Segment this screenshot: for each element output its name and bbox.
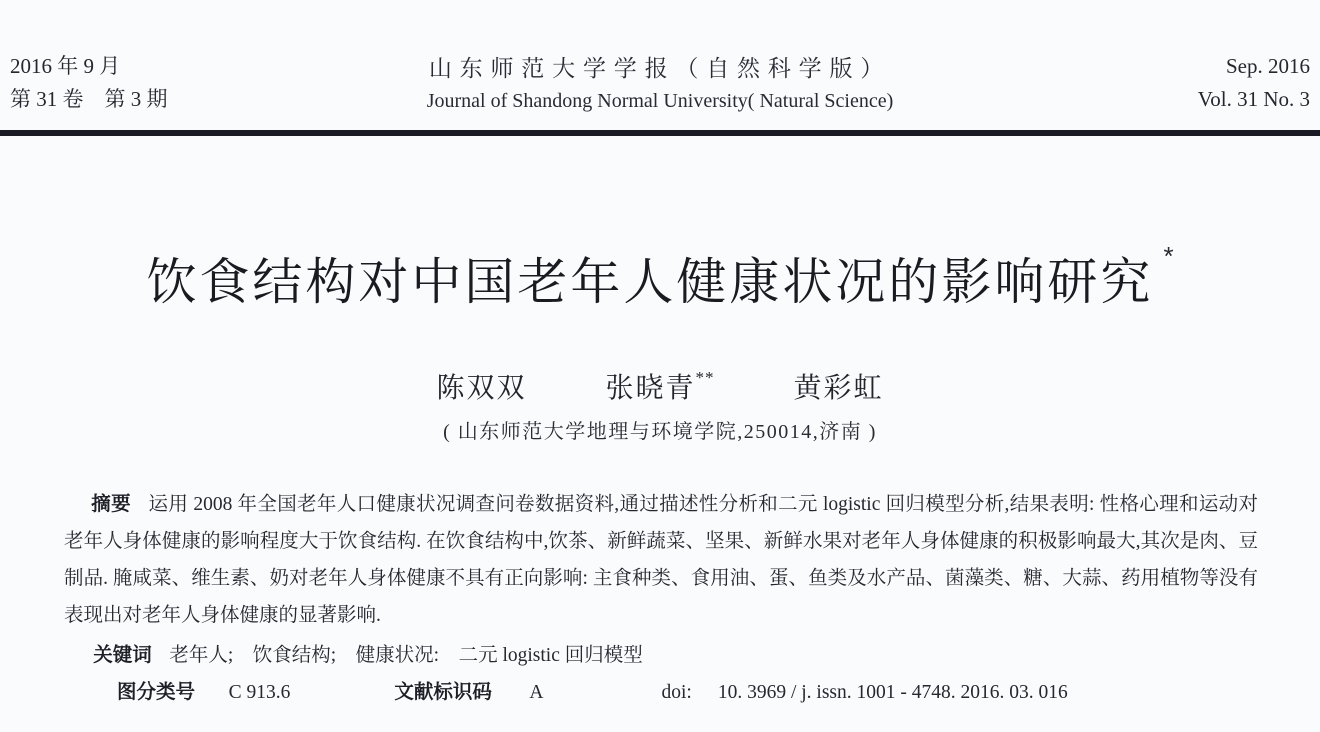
author-1-name: 陈双双 <box>436 373 527 404</box>
keywords-line <box>64 639 1258 667</box>
issue-date-en: Sep. 2016 <box>1226 54 1310 78</box>
volume-issue-cn: 第 31 卷 第 3 期 <box>10 87 168 111</box>
journal-name-en: Journal of Shandong Normal University( Natural Science) <box>426 90 894 112</box>
abstract-label: 摘要 <box>91 493 131 515</box>
affiliation: ( 山东师范大学地理与环境学院,250014,济南 ) <box>443 421 877 443</box>
doc-code-label: 文献标识码 <box>394 681 492 703</box>
masthead-left <box>10 50 220 116</box>
issue-date-cn: 2016 年 9 月 <box>10 54 121 78</box>
article-title-text: 饮食结构对中国老年人健康状况的影响研究 <box>146 254 1154 310</box>
clc-value: C 913.6 <box>228 682 291 703</box>
journal-masthead <box>0 50 1320 116</box>
clc-label: 图分类号 <box>117 681 196 703</box>
keywords-label: 关键词 <box>93 644 152 666</box>
author-line <box>0 366 1320 406</box>
author-2-name: 张晓青 <box>605 373 696 404</box>
doi-value: 10. 3969 / j. issn. 1001 - 4748. 2016. 03. 016 <box>717 682 1068 703</box>
masthead-right <box>1100 50 1310 116</box>
author-2-marker: ** <box>695 368 715 387</box>
classification-line <box>64 676 1258 704</box>
journal-name-cn: 山东师范大学学报（自然科学版） <box>428 56 892 81</box>
doi-label: doi: <box>661 682 692 703</box>
volume-issue-en: Vol. 31 No. 3 <box>1197 87 1310 111</box>
article-title <box>0 241 1320 314</box>
author-2 <box>605 368 715 404</box>
title-footnote-marker: * <box>1163 241 1174 271</box>
keywords-text: 老年人; 饮食结构; 健康状况: 二元 logistic 回归模型 <box>169 645 643 666</box>
author-1 <box>436 373 526 404</box>
masthead-divider-rule <box>0 130 1320 136</box>
author-3-name: 黄彩虹 <box>793 373 884 404</box>
doc-code-value: A <box>529 682 544 703</box>
abstract-text: 运用 2008 年全国老年人口健康状况调查问卷数据资料,通过描述性分析和二元 logistic 回归模型分析,结果表明: 性格心理和运动对老年人身体健康的影响程度大于饮食结构. 在饮食结构中,饮茶、新鲜蔬菜、坚果、新鲜水果对老年人身体健康的积极影响最大,其次是肉、豆制品. 腌咸菜、维生素、奶对老年人身体健康不具有正向影响: 主食种类、食用油、蛋、鱼类及水产品、菌藻类、糖、大蒜、药用植物等没有表现出对老年人身体健康的显著影响. <box>64 494 1258 626</box>
masthead-center <box>220 50 1100 113</box>
abstract-paragraph <box>64 486 1258 634</box>
author-3 <box>794 373 884 404</box>
